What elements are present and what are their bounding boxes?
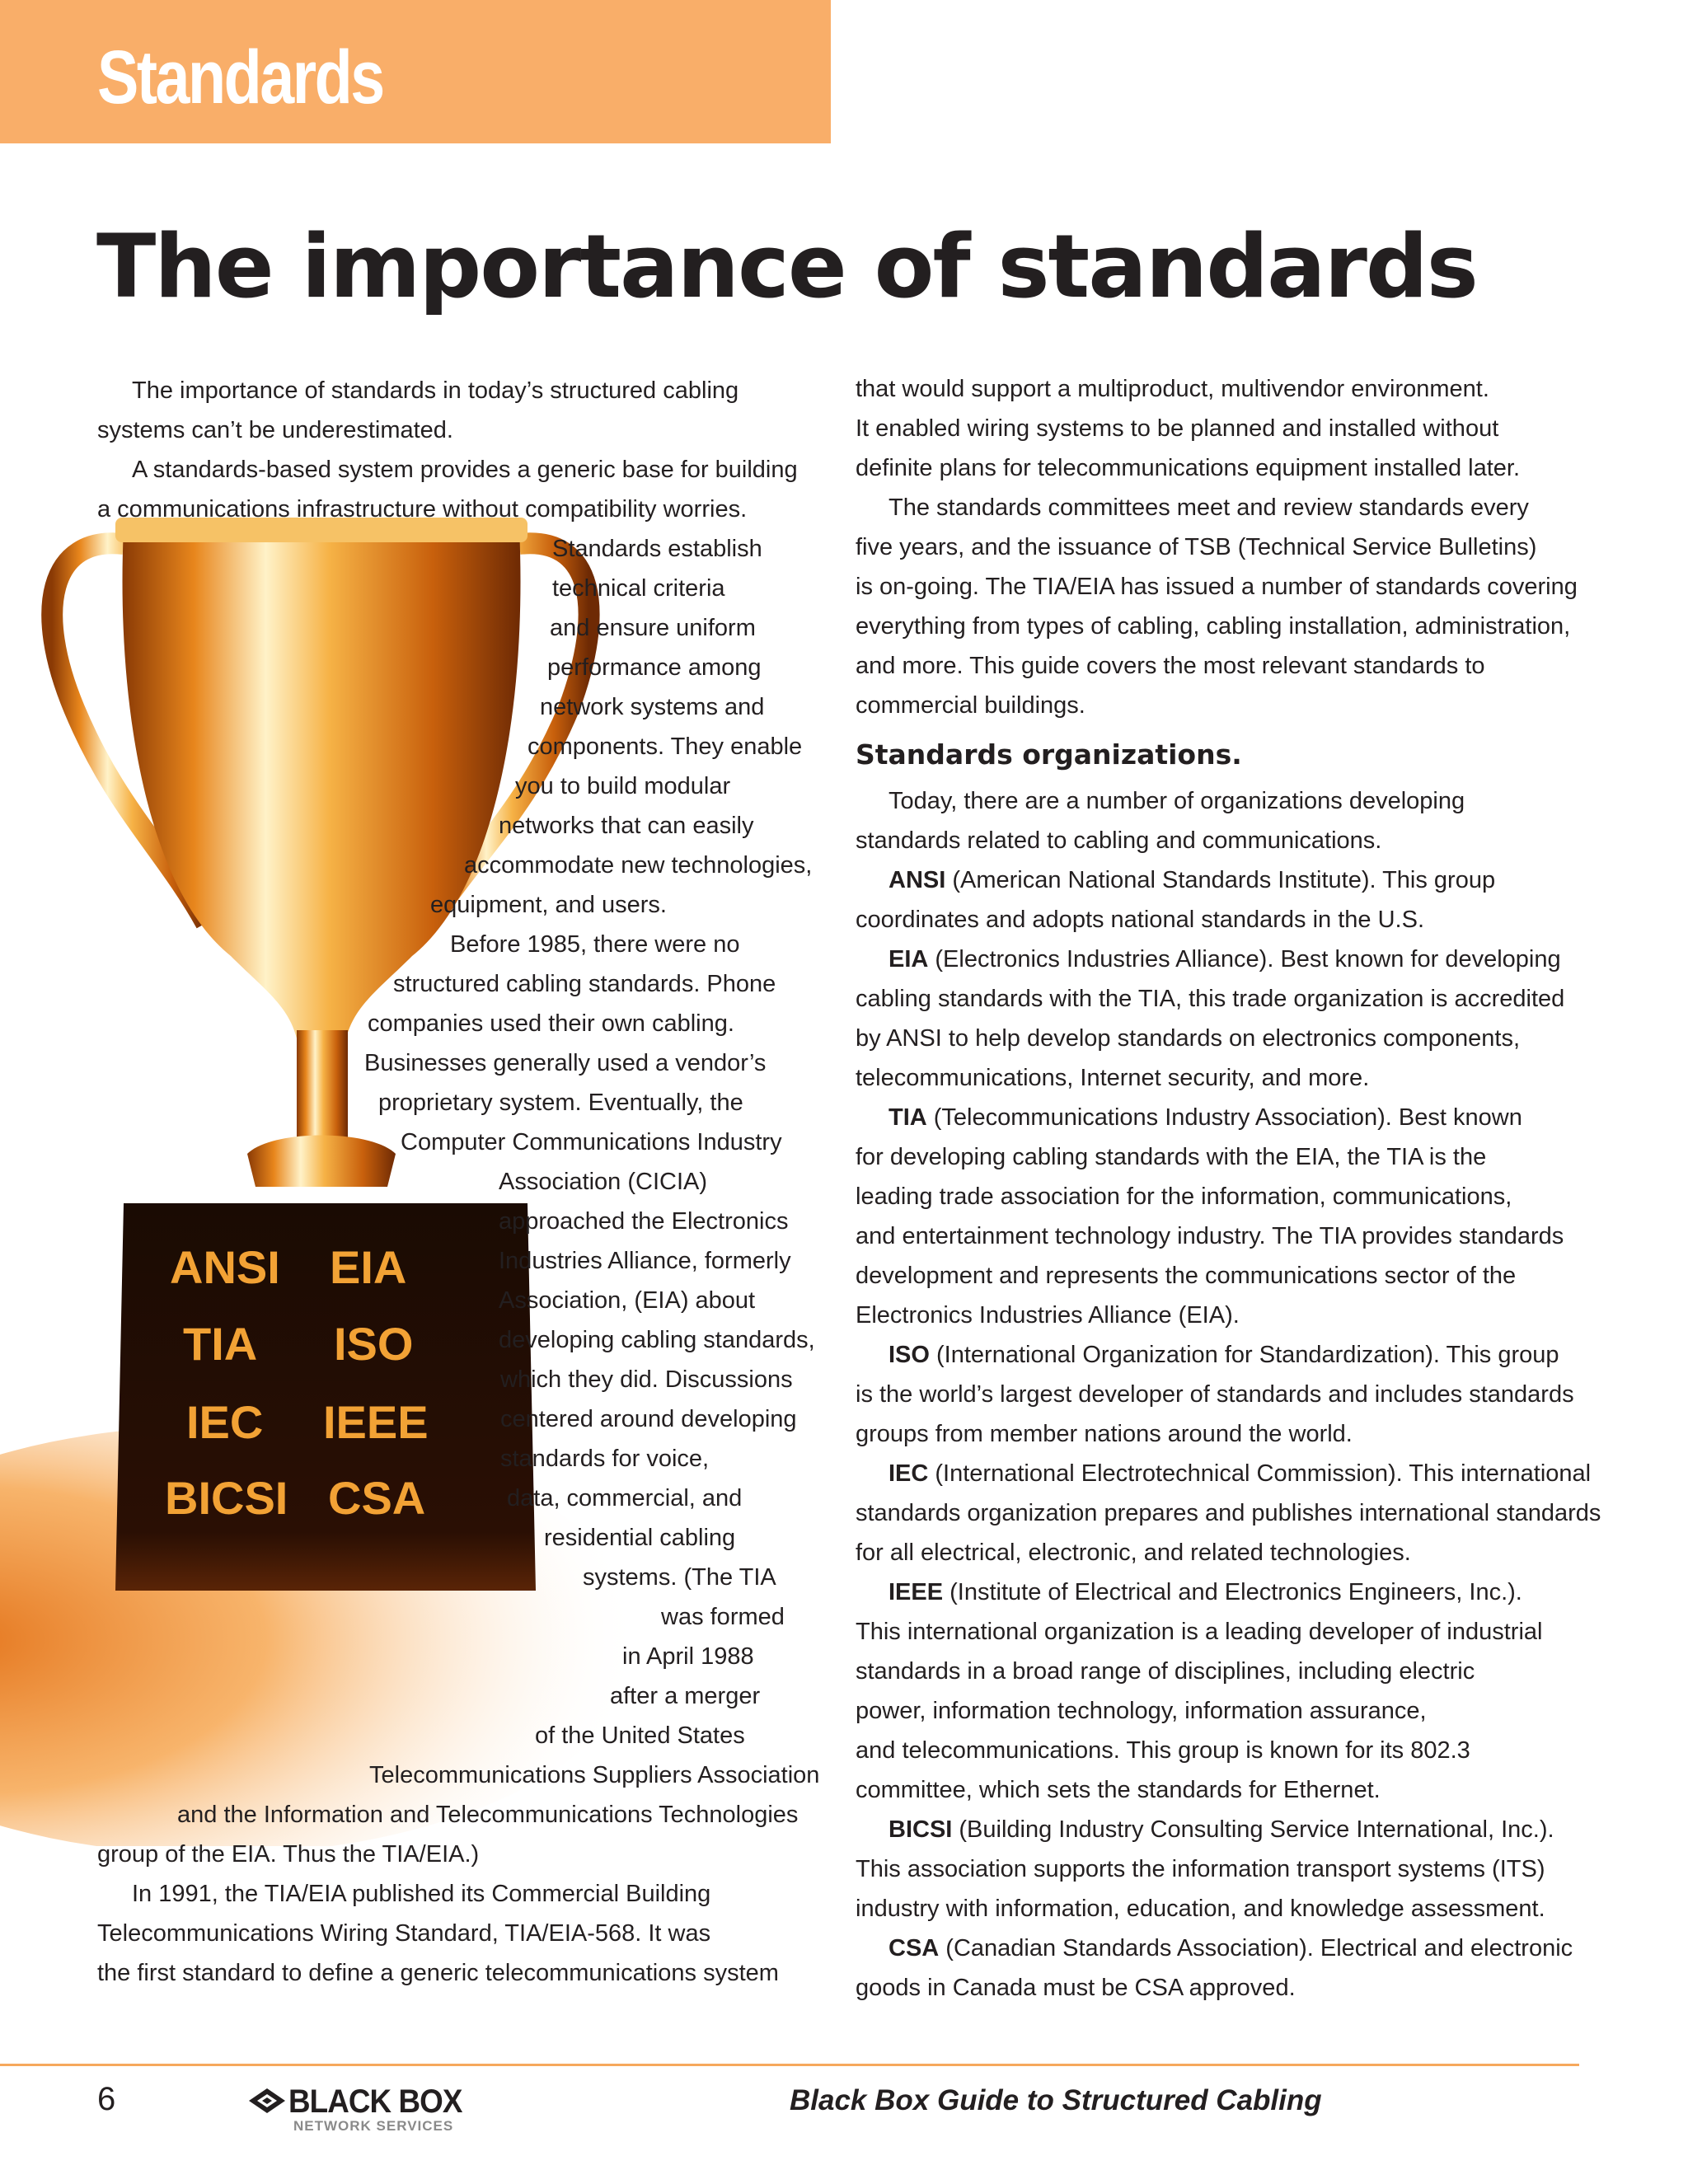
org-entry: TIA (Telecommunications Industry Association). Best known bbox=[889, 1104, 1522, 1131]
body-line: Before 1985, there were no bbox=[450, 931, 740, 958]
body-line: which they did. Discussions bbox=[500, 1366, 793, 1393]
body-line: that would support a multiproduct, multivendor environment. bbox=[856, 376, 1489, 402]
section-heading: Standards organizations. bbox=[856, 738, 1242, 771]
body-line: components. They enable bbox=[528, 733, 803, 760]
logo-subtitle: NETWORK SERVICES bbox=[293, 2118, 454, 2134]
trophy-label: IEC bbox=[186, 1396, 264, 1448]
trophy-label: BICSI bbox=[165, 1472, 288, 1524]
body-line: commercial buildings. bbox=[856, 692, 1085, 719]
org-entry: IEEE (Institute of Electrical and Electronics Engineers, Inc.). bbox=[889, 1579, 1522, 1605]
org-entry: IEC (International Electrotechnical Commission). This international bbox=[889, 1460, 1592, 1487]
body-line: accommodate new technologies, bbox=[464, 852, 813, 879]
body-line: power, information technology, information assurance, bbox=[856, 1698, 1427, 1724]
body-line: in April 1988 bbox=[622, 1643, 754, 1670]
body-line: everything from types of cabling, cabling installation, administration, bbox=[856, 613, 1571, 640]
body-line: Telecommunications Wiring Standard, TIA/EIA-568. It was bbox=[97, 1920, 711, 1947]
body-line: committee, which sets the standards for Ethernet. bbox=[856, 1777, 1381, 1803]
body-line: Association (CICIA) bbox=[499, 1169, 708, 1195]
body-line: a communications infrastructure without compatibility worries. bbox=[97, 496, 748, 523]
body-line: Businesses generally used a vendor’s bbox=[364, 1050, 767, 1076]
body-line: standards in a broad range of disciplines, including electric bbox=[856, 1658, 1475, 1685]
black-box-logo bbox=[247, 2083, 486, 2133]
body-line: after a merger bbox=[610, 1683, 761, 1709]
body-line: coordinates and adopts national standards in the U.S. bbox=[856, 907, 1425, 933]
org-entry: CSA (Canadian Standards Association). Electrical and electronic bbox=[889, 1935, 1573, 1961]
body-line: Industries Alliance, formerly bbox=[499, 1248, 791, 1274]
diamond-logo-icon bbox=[247, 2087, 287, 2115]
footer-rule bbox=[0, 2064, 1579, 2066]
section-label: Standards bbox=[97, 35, 383, 120]
body-line: groups from member nations around the world. bbox=[856, 1421, 1353, 1447]
body-line: group of the EIA. Thus the TIA/EIA.) bbox=[97, 1841, 480, 1868]
body-line: development and represents the communications sector of the bbox=[856, 1263, 1517, 1289]
trophy-label: EIA bbox=[330, 1241, 407, 1293]
body-line: is the world’s largest developer of standards and includes standards bbox=[856, 1381, 1574, 1408]
body-line: and ensure uniform bbox=[550, 615, 756, 641]
org-entry: ISO (International Organization for Standardization). This group bbox=[889, 1342, 1559, 1368]
section-banner bbox=[0, 0, 831, 143]
body-line: for developing cabling standards with the EIA, the TIA is the bbox=[856, 1144, 1487, 1170]
trophy-label: IEEE bbox=[323, 1396, 429, 1448]
body-line: The standards committees meet and review standards every bbox=[889, 494, 1529, 521]
body-line: approached the Electronics bbox=[499, 1208, 789, 1235]
org-entry: BICSI (Building Industry Consulting Service International, Inc.). bbox=[889, 1816, 1554, 1843]
guide-title: Black Box Guide to Structured Cabling bbox=[790, 2084, 1322, 2116]
body-line: networks that can easily bbox=[499, 813, 754, 839]
body-line: was formed bbox=[661, 1604, 785, 1630]
body-line: standards related to cabling and communications. bbox=[856, 827, 1382, 854]
body-line: systems. (The TIA bbox=[583, 1564, 776, 1591]
org-entry: ANSI (American National Standards Institute). This group bbox=[889, 867, 1496, 893]
body-line: Standards establish bbox=[552, 536, 762, 562]
body-line: you to build modular bbox=[515, 773, 731, 799]
body-line: network systems and bbox=[540, 694, 765, 720]
body-line: proprietary system. Eventually, the bbox=[378, 1090, 743, 1116]
body-line: definite plans for telecommunications equipment installed later. bbox=[856, 455, 1521, 481]
body-line: goods in Canada must be CSA approved. bbox=[856, 1975, 1296, 2001]
trophy-label: CSA bbox=[328, 1472, 426, 1524]
body-line: five years, and the issuance of TSB (Technical Service Bulletins) bbox=[856, 534, 1537, 560]
body-line: equipment, and users. bbox=[430, 892, 667, 918]
logo-wordmark: BLACK BOX bbox=[288, 2083, 462, 2120]
body-line: developing cabling standards, bbox=[499, 1327, 815, 1353]
body-line: industry with information, education, and knowledge assessment. bbox=[856, 1896, 1545, 1922]
org-entry: EIA (Electronics Industries Alliance). Best known for developing bbox=[889, 946, 1561, 972]
body-line: by ANSI to help develop standards on electronics components, bbox=[856, 1025, 1521, 1052]
body-line: structured cabling standards. Phone bbox=[393, 971, 776, 997]
body-line: Electronics Industries Alliance (EIA). bbox=[856, 1302, 1240, 1329]
trophy-label: ISO bbox=[334, 1318, 414, 1370]
body-line: systems can’t be underestimated. bbox=[97, 417, 453, 443]
body-line: telecommunications, Internet security, and more. bbox=[856, 1065, 1370, 1091]
body-line: The importance of standards in today’s structured cabling bbox=[132, 377, 739, 404]
trophy-label: TIA bbox=[183, 1318, 258, 1370]
body-line: In 1991, the TIA/EIA published its Commercial Building bbox=[132, 1881, 711, 1907]
body-line: technical criteria bbox=[552, 575, 725, 602]
body-line: Telecommunications Suppliers Association bbox=[369, 1762, 820, 1788]
body-line: and entertainment technology industry. The TIA provides standards bbox=[856, 1223, 1564, 1249]
body-line: Association, (EIA) about bbox=[499, 1287, 756, 1314]
body-line: performance among bbox=[547, 654, 762, 681]
body-line: Computer Communications Industry bbox=[401, 1129, 782, 1155]
page-title: The importance of standards bbox=[96, 216, 1477, 317]
page-number: 6 bbox=[97, 2081, 116, 2117]
body-line: This international organization is a leading developer of industrial bbox=[856, 1619, 1543, 1645]
body-line: Today, there are a number of organizations developing bbox=[889, 788, 1465, 814]
body-line: cabling standards with the TIA, this trade organization is accredited bbox=[856, 986, 1565, 1012]
body-line: companies used their own cabling. bbox=[368, 1010, 734, 1037]
body-line: for all electrical, electronic, and related technologies. bbox=[856, 1540, 1411, 1566]
body-line: data, commercial, and bbox=[507, 1485, 743, 1511]
body-line: It enabled wiring systems to be planned and installed without bbox=[856, 415, 1499, 442]
body-line: standards organization prepares and publishes international standards bbox=[856, 1500, 1601, 1526]
body-line: residential cabling bbox=[544, 1525, 736, 1551]
body-line: standards for voice, bbox=[500, 1446, 710, 1472]
body-line: the first standard to define a generic telecommunications system bbox=[97, 1960, 779, 1986]
body-line: and telecommunications. This group is known for its 802.3 bbox=[856, 1737, 1470, 1764]
body-line: is on-going. The TIA/EIA has issued a number of standards covering bbox=[856, 574, 1578, 600]
trophy-label: ANSI bbox=[170, 1241, 280, 1293]
body-line: and the Information and Telecommunications Technologies bbox=[177, 1802, 799, 1828]
body-line: This association supports the information transport systems (ITS) bbox=[856, 1856, 1545, 1882]
body-line: A standards-based system provides a generic base for building bbox=[132, 457, 798, 483]
body-line: leading trade association for the information, communications, bbox=[856, 1183, 1512, 1210]
body-line: centered around developing bbox=[500, 1406, 797, 1432]
body-line: of the United States bbox=[535, 1722, 745, 1749]
body-line: and more. This guide covers the most relevant standards to bbox=[856, 653, 1485, 679]
